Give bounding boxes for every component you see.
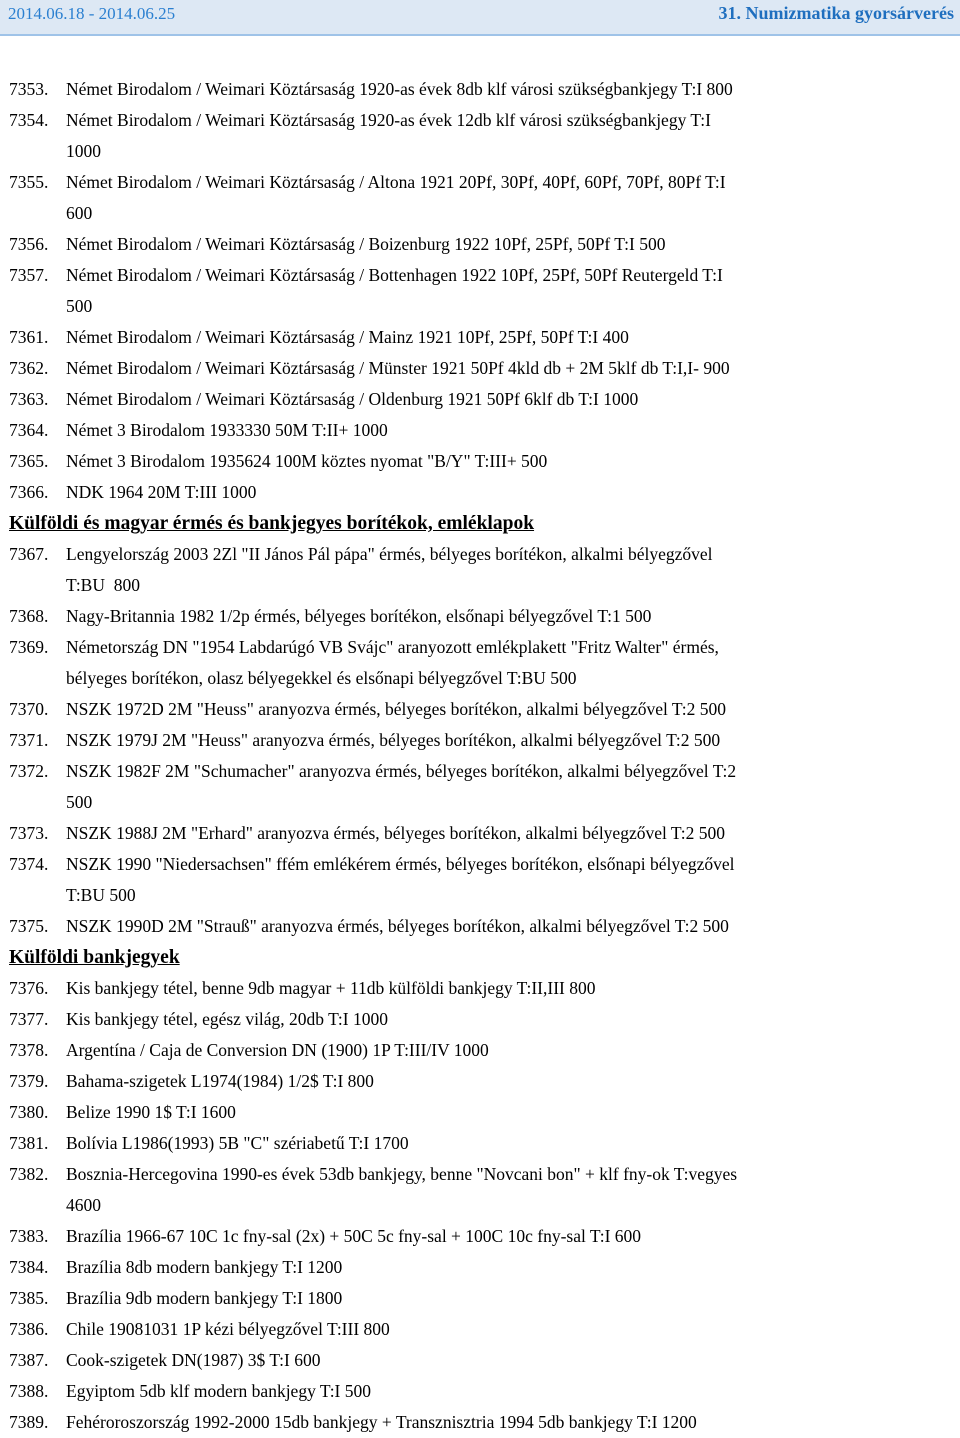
lot-item	[0, 260, 960, 322]
lot-item	[0, 74, 960, 105]
lot-number: 7374.	[9, 854, 49, 874]
lot-description-continuation: 500	[66, 296, 93, 316]
lot-number: 7375.	[9, 916, 49, 936]
lot-number: 7361.	[9, 327, 49, 347]
lot-description: Nagy-Britannia 1982 1/2p érmés, bélyeges borítékon, elsőnapi bélyegzővel T:1 500	[66, 606, 652, 626]
lot-item	[0, 1407, 960, 1438]
header-divider	[0, 34, 960, 36]
lot-item	[0, 1345, 960, 1376]
lot-description: Német Birodalom / Weimari Köztársaság / Mainz 1921 10Pf, 25Pf, 50Pf T:I 400	[66, 327, 629, 347]
lot-description: Német Birodalom / Weimari Köztársaság / Münster 1921 50Pf 4kld db + 2M 5klf db T:I,I- 900	[66, 358, 730, 378]
lot-item	[0, 1066, 960, 1097]
lot-number: 7384.	[9, 1257, 49, 1277]
lot-item	[0, 849, 960, 911]
lot-description: Német Birodalom / Weimari Köztársaság / Oldenburg 1921 50Pf 6klf db T:I 1000	[66, 389, 639, 409]
lot-number: 7364.	[9, 420, 49, 440]
lot-number: 7377.	[9, 1009, 49, 1029]
lot-description: Brazília 1966-67 10C 1c fny-sal (2x) + 50C 5c fny-sal + 100C 10c fny-sal T:I 600	[66, 1226, 642, 1246]
lot-number: 7376.	[9, 978, 49, 998]
lot-item	[0, 539, 960, 601]
lot-number: 7383.	[9, 1226, 49, 1246]
lot-item	[0, 1128, 960, 1159]
lot-item	[0, 415, 960, 446]
lot-number: 7357.	[9, 265, 49, 285]
lot-description: Németország DN "1954 Labdarúgó VB Svájc" aranyozott emlékplakett "Fritz Walter" érmés,	[66, 637, 719, 657]
lot-description: Német Birodalom / Weimari Köztársaság 1920-as évek 8db klf városi szükségbankjegy T:I 800	[66, 79, 733, 99]
lot-number: 7373.	[9, 823, 49, 843]
lot-description: NSZK 1979J 2M "Heuss" aranyozva érmés, bélyeges borítékon, alkalmi bélyegzővel T:2 500	[66, 730, 721, 750]
lot-number: 7353.	[9, 79, 49, 99]
lot-number: 7380.	[9, 1102, 49, 1122]
lot-item	[0, 384, 960, 415]
lot-number: 7356.	[9, 234, 49, 254]
lot-description: Bahama-szigetek L1974(1984) 1/2$ T:I 800	[66, 1071, 374, 1091]
lot-description: Német 3 Birodalom 1933330 50M T:II+ 1000	[66, 420, 388, 440]
lot-item	[0, 1283, 960, 1314]
lot-item	[0, 632, 960, 694]
lot-item	[0, 229, 960, 260]
lot-item	[0, 1314, 960, 1345]
lot-number: 7387.	[9, 1350, 49, 1370]
lot-description: Kis bankjegy tétel, egész világ, 20db T:I 1000	[66, 1009, 388, 1029]
lot-description: Brazília 8db modern bankjegy T:I 1200	[66, 1257, 343, 1277]
lot-description: Német Birodalom / Weimari Köztársaság / Boizenburg 1922 10Pf, 25Pf, 50Pf T:I 500	[66, 234, 666, 254]
lot-number: 7385.	[9, 1288, 49, 1308]
lot-description: Cook-szigetek DN(1987) 3$ T:I 600	[66, 1350, 321, 1370]
lot-number: 7370.	[9, 699, 49, 719]
lot-item	[0, 446, 960, 477]
lot-number: 7363.	[9, 389, 49, 409]
lot-item	[0, 973, 960, 1004]
lot-description: Egyiptom 5db klf modern bankjegy T:I 500	[66, 1381, 372, 1401]
lot-number: 7388.	[9, 1381, 49, 1401]
auction-title: 31. Numizmatika gyorsárverés	[718, 3, 954, 23]
lot-description: Bolívia L1986(1993) 5B "C" szériabetű T:I 1700	[66, 1133, 409, 1153]
lot-description-continuation: 4600	[66, 1195, 101, 1215]
lot-item	[0, 694, 960, 725]
lot-number: 7354.	[9, 110, 49, 130]
lot-item	[0, 1035, 960, 1066]
lot-description: NSZK 1990 "Niedersachsen" ffém emlékérem érmés, bélyeges borítékon, elsőnapi bélyegzővel	[66, 854, 735, 874]
lot-item	[0, 1159, 960, 1221]
lot-description-continuation: T:BU 800	[66, 575, 140, 595]
lot-description: Lengyelország 2003 2Zl "II János Pál pápa" érmés, bélyeges borítékon, alkalmi bélyegzővel	[66, 544, 713, 564]
lot-description: NSZK 1990D 2M "Strauß" aranyozva érmés, bélyeges borítékon, alkalmi bélyegzővel T:2 500	[66, 916, 729, 936]
lot-item	[0, 601, 960, 632]
lot-number: 7366.	[9, 482, 49, 502]
lot-list	[0, 74, 960, 1438]
lot-item	[0, 1097, 960, 1128]
lot-number: 7355.	[9, 172, 49, 192]
lot-item	[0, 477, 960, 508]
lot-number: 7379.	[9, 1071, 49, 1091]
auction-date-range: 2014.06.18 - 2014.06.25	[8, 4, 176, 23]
lot-description: NDK 1964 20M T:III 1000	[66, 482, 257, 502]
lot-description: NSZK 1972D 2M "Heuss" aranyozva érmés, bélyeges borítékon, alkalmi bélyegzővel T:2 500	[66, 699, 726, 719]
lot-item	[0, 353, 960, 384]
lot-description-continuation: 1000	[66, 141, 101, 161]
lot-description-continuation: T:BU 500	[66, 885, 136, 905]
lot-item	[0, 725, 960, 756]
lot-description: Chile 19081031 1P kézi bélyegzővel T:III 800	[66, 1319, 390, 1339]
lot-item	[0, 1252, 960, 1283]
lot-number: 7372.	[9, 761, 49, 781]
section-heading: Külföldi bankjegyek	[9, 947, 180, 968]
lot-description: Német Birodalom / Weimari Köztársaság / Bottenhagen 1922 10Pf, 25Pf, 50Pf Reutergeld T:I	[66, 265, 723, 285]
lot-item	[0, 1376, 960, 1407]
lot-number: 7381.	[9, 1133, 49, 1153]
section-heading: Külföldi és magyar érmés és bankjegyes borítékok, emléklapok	[9, 513, 535, 534]
lot-item	[0, 322, 960, 353]
lot-description-continuation: 500	[66, 792, 93, 812]
lot-item	[0, 1004, 960, 1035]
lot-description: NSZK 1988J 2M "Erhard" aranyozva érmés, bélyeges borítékon, alkalmi bélyegzővel T:2 500	[66, 823, 725, 843]
lot-description-continuation: 600	[66, 203, 93, 223]
lot-description: Német Birodalom / Weimari Köztársaság / Altona 1921 20Pf, 30Pf, 40Pf, 60Pf, 70Pf, 80Pf T:I	[66, 172, 726, 192]
lot-number: 7382.	[9, 1164, 49, 1184]
lot-number: 7369.	[9, 637, 49, 657]
lot-description: Német Birodalom / Weimari Köztársaság 1920-as évek 12db klf városi szükségbankjegy T:I	[66, 110, 711, 130]
lot-description-continuation: bélyeges borítékon, olasz bélyegekkel és elsőnapi bélyegzővel T:BU 500	[66, 668, 577, 688]
lot-item	[0, 818, 960, 849]
lot-description: Belize 1990 1$ T:I 1600	[66, 1102, 236, 1122]
lot-number: 7367.	[9, 544, 49, 564]
lot-description: Brazília 9db modern bankjegy T:I 1800	[66, 1288, 343, 1308]
lot-item	[0, 167, 960, 229]
lot-description: NSZK 1982F 2M "Schumacher" aranyozva érmés, bélyeges borítékon, alkalmi bélyegzővel T:2	[66, 761, 737, 781]
lot-description: Német 3 Birodalom 1935624 100M köztes nyomat "B/Y" T:III+ 500	[66, 451, 548, 471]
lot-number: 7371.	[9, 730, 49, 750]
page-header	[0, 0, 960, 36]
lot-number: 7365.	[9, 451, 49, 471]
lot-number: 7378.	[9, 1040, 49, 1060]
lot-description: Fehéroroszország 1992-2000 15db bankjegy + Transznisztria 1994 5db bankjegy T:I 1200	[66, 1412, 697, 1432]
lot-number: 7389.	[9, 1412, 49, 1432]
lot-number: 7362.	[9, 358, 49, 378]
lot-item	[0, 105, 960, 167]
lot-number: 7386.	[9, 1319, 49, 1339]
lot-description: Argentína / Caja de Conversion DN (1900) 1P T:III/IV 1000	[66, 1040, 489, 1060]
lot-number: 7368.	[9, 606, 49, 626]
lot-item	[0, 1221, 960, 1252]
lot-description: Kis bankjegy tétel, benne 9db magyar + 11db külföldi bankjegy T:II,III 800	[66, 978, 596, 998]
lot-description: Bosznia-Hercegovina 1990-es évek 53db bankjegy, benne "Novcani bon" + klf fny-ok T:vegyes	[66, 1164, 738, 1184]
lot-item	[0, 756, 960, 818]
lot-item	[0, 911, 960, 942]
